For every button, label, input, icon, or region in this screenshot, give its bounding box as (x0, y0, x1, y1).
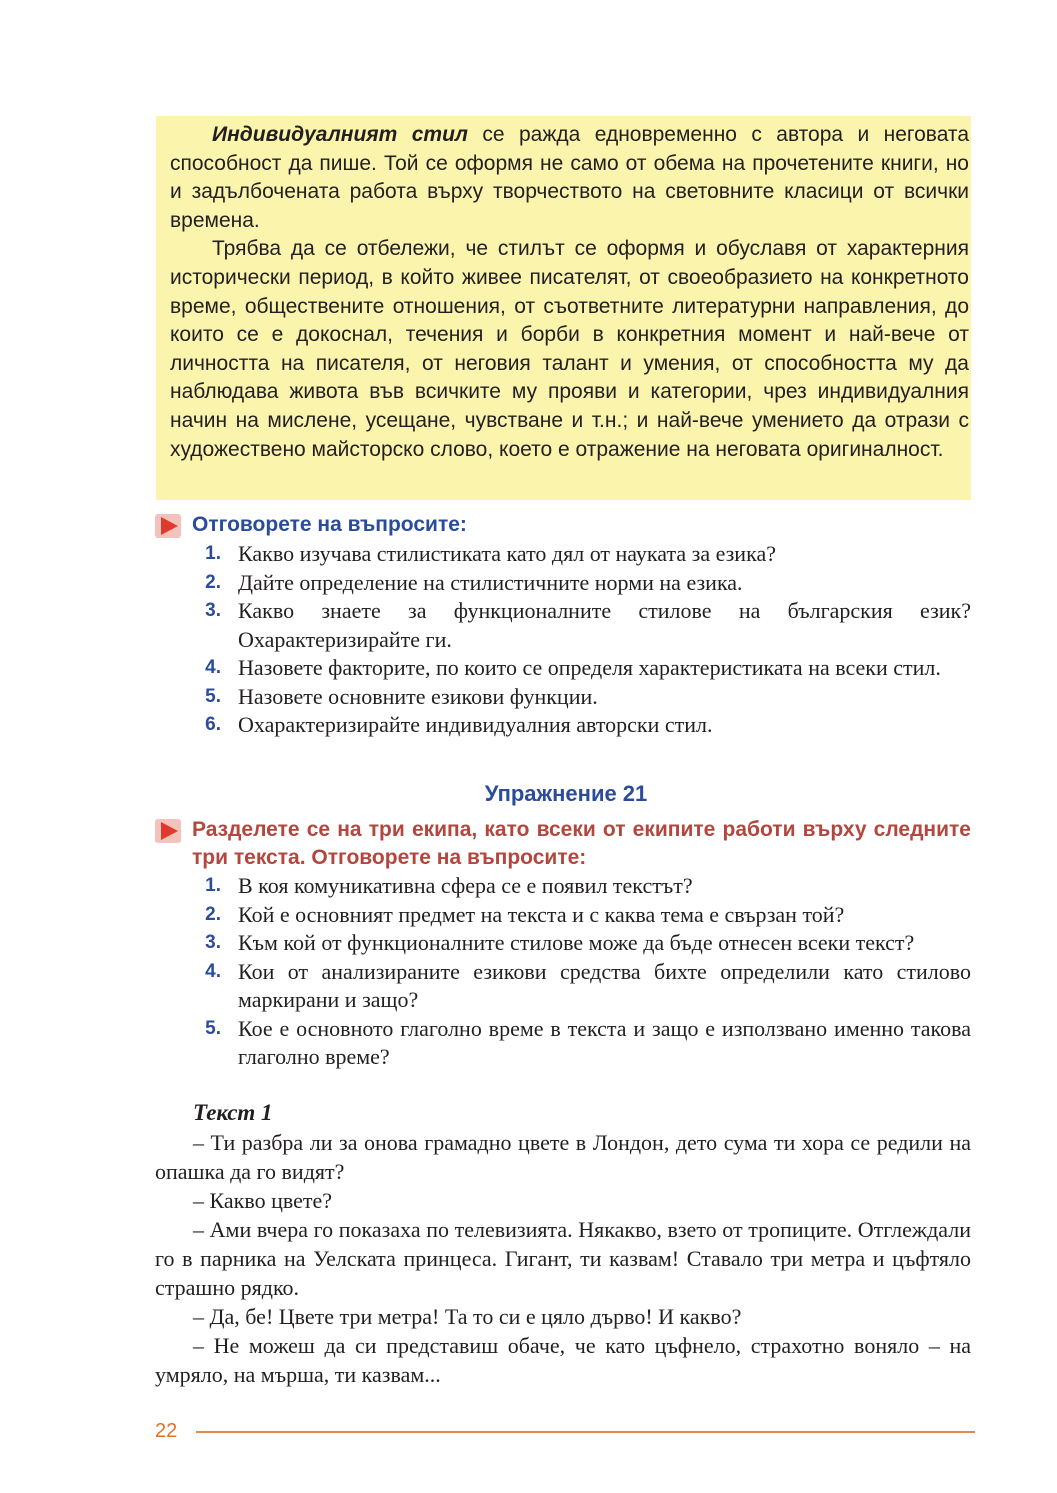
page-number: 22 (155, 1420, 178, 1442)
list-item (197, 597, 971, 654)
list-item (197, 569, 971, 598)
item-text: Назовете факторите, по които се определя характеристиката на всеки стил. (238, 655, 941, 680)
item-number: 3. (205, 600, 221, 621)
questions-task-heading (155, 511, 971, 539)
dialog-line: – Не можеш да си представиш обаче, че като цъфнело, страхотно вoняло – на умряло, на мърша, ти казвам... (155, 1333, 971, 1387)
item-text: Към кой от функционалните стилове може да бъде отнесен всеки текст? (238, 930, 915, 955)
exercise-heading-text: Разделете се на три екипа, като всеки от екипите работи върху следните три текста. Отговорете на въпросите: (192, 818, 971, 869)
text-1-title: Текст 1 (193, 1100, 273, 1125)
item-text: В коя комуникативна сфера се е появил текстът? (238, 873, 693, 898)
dialog-line: – Ами вчера го показаха по телевизията. Някакво, взето от тропиците. Отглеждали го в парника на Уелската принцеса. Гигант, ти казвам! Ставало три метра и цъфтяло страшно рядко. (155, 1217, 971, 1300)
item-text: Назовете основните езикови функции. (238, 683, 598, 709)
exercise-questions-list (197, 872, 971, 1072)
list-item (197, 901, 971, 930)
list-item (197, 929, 971, 958)
list-item (197, 683, 971, 712)
item-number: 2. (205, 571, 221, 593)
footer-divider (196, 1431, 975, 1433)
item-number: 2. (205, 903, 221, 925)
list-item (197, 958, 971, 1015)
dialog-line: – Какво цвете? (193, 1188, 333, 1213)
dialog-line: – Ти разбра ли за онова грамадно цвете в Лондон, дето сума ти хора се редили на опашка да го видят? (155, 1130, 971, 1184)
list-item (197, 540, 971, 569)
list-item (197, 711, 971, 740)
note-paragraph-1-text: се ражда едновременно с автора и неговата способност да пише. Той се оформя не само от обема на прочетените книги, но и задълбочената работа върху творчеството на световните класици от всички времена. (170, 123, 969, 232)
item-number: 1. (205, 543, 221, 564)
play-arrow-icon (155, 819, 181, 843)
item-text: Какво знаете за функционалните стилове на българския език? Охарактеризирайте ги. (238, 598, 971, 652)
dialog-line: – Да, бе! Цвете три метра! Та то си е цяло дърво! И какво? (193, 1304, 742, 1329)
item-number: 4. (205, 657, 221, 678)
item-number: 4. (205, 960, 221, 982)
list-item (197, 1015, 971, 1072)
exercise-task-heading (155, 816, 971, 872)
highlighted-note-box (156, 116, 971, 500)
item-text: Кои от анализираните езикови средства бихте определили като стилово маркирани и защо? (238, 958, 971, 1012)
item-text: Дайте определение на стилистичните норми на езика. (238, 569, 743, 595)
questions-list (197, 540, 971, 740)
list-item (197, 872, 971, 901)
play-arrow-icon (155, 514, 181, 538)
note-paragraph-2: Трябва да се отбележи, че стилът се оформя и обуславя от характерния исторически период, в който живее писателят, от своеобразието на конкретното време, обществените отношения, от съответните литературни направления, до които се е докоснал, течения и борби в конкретния момент и най-вече от личността на писателя, от неговия талант и умения, от способността му да наблюдава живота във всичките му прояви и категории, чрез индивидуалния начин на мислене, усещане, чувстване и т.н.; и най-вече умението да отрази с художествено майсторско слово, което е отражение на неговата оригиналност. (170, 237, 969, 461)
note-term: Индивидуалният стил (212, 123, 468, 146)
item-number: 5. (205, 685, 221, 707)
item-text: Охарактеризирайте индивидуалния авторски стил. (238, 712, 713, 737)
item-text: Кое е основното глаголно време в текста и защо е използвано именно такова глаголно време? (238, 1015, 971, 1069)
item-number: 3. (205, 932, 221, 953)
item-number: 1. (205, 875, 221, 896)
item-number: 6. (205, 714, 221, 735)
item-number: 5. (205, 1017, 221, 1039)
text-1-dialog (155, 1128, 971, 1389)
questions-heading-text: Отговорете на въпросите: (192, 513, 467, 536)
list-item (197, 654, 971, 683)
item-text: Какво изучава стилистиката като дял от науката за езика? (238, 541, 776, 566)
note-paragraph-1 (170, 121, 969, 235)
exercise-title: Упражнение 21 (484, 781, 648, 806)
item-text: Кой е основният предмет на текста и с каква тема е свързан той? (238, 901, 845, 927)
